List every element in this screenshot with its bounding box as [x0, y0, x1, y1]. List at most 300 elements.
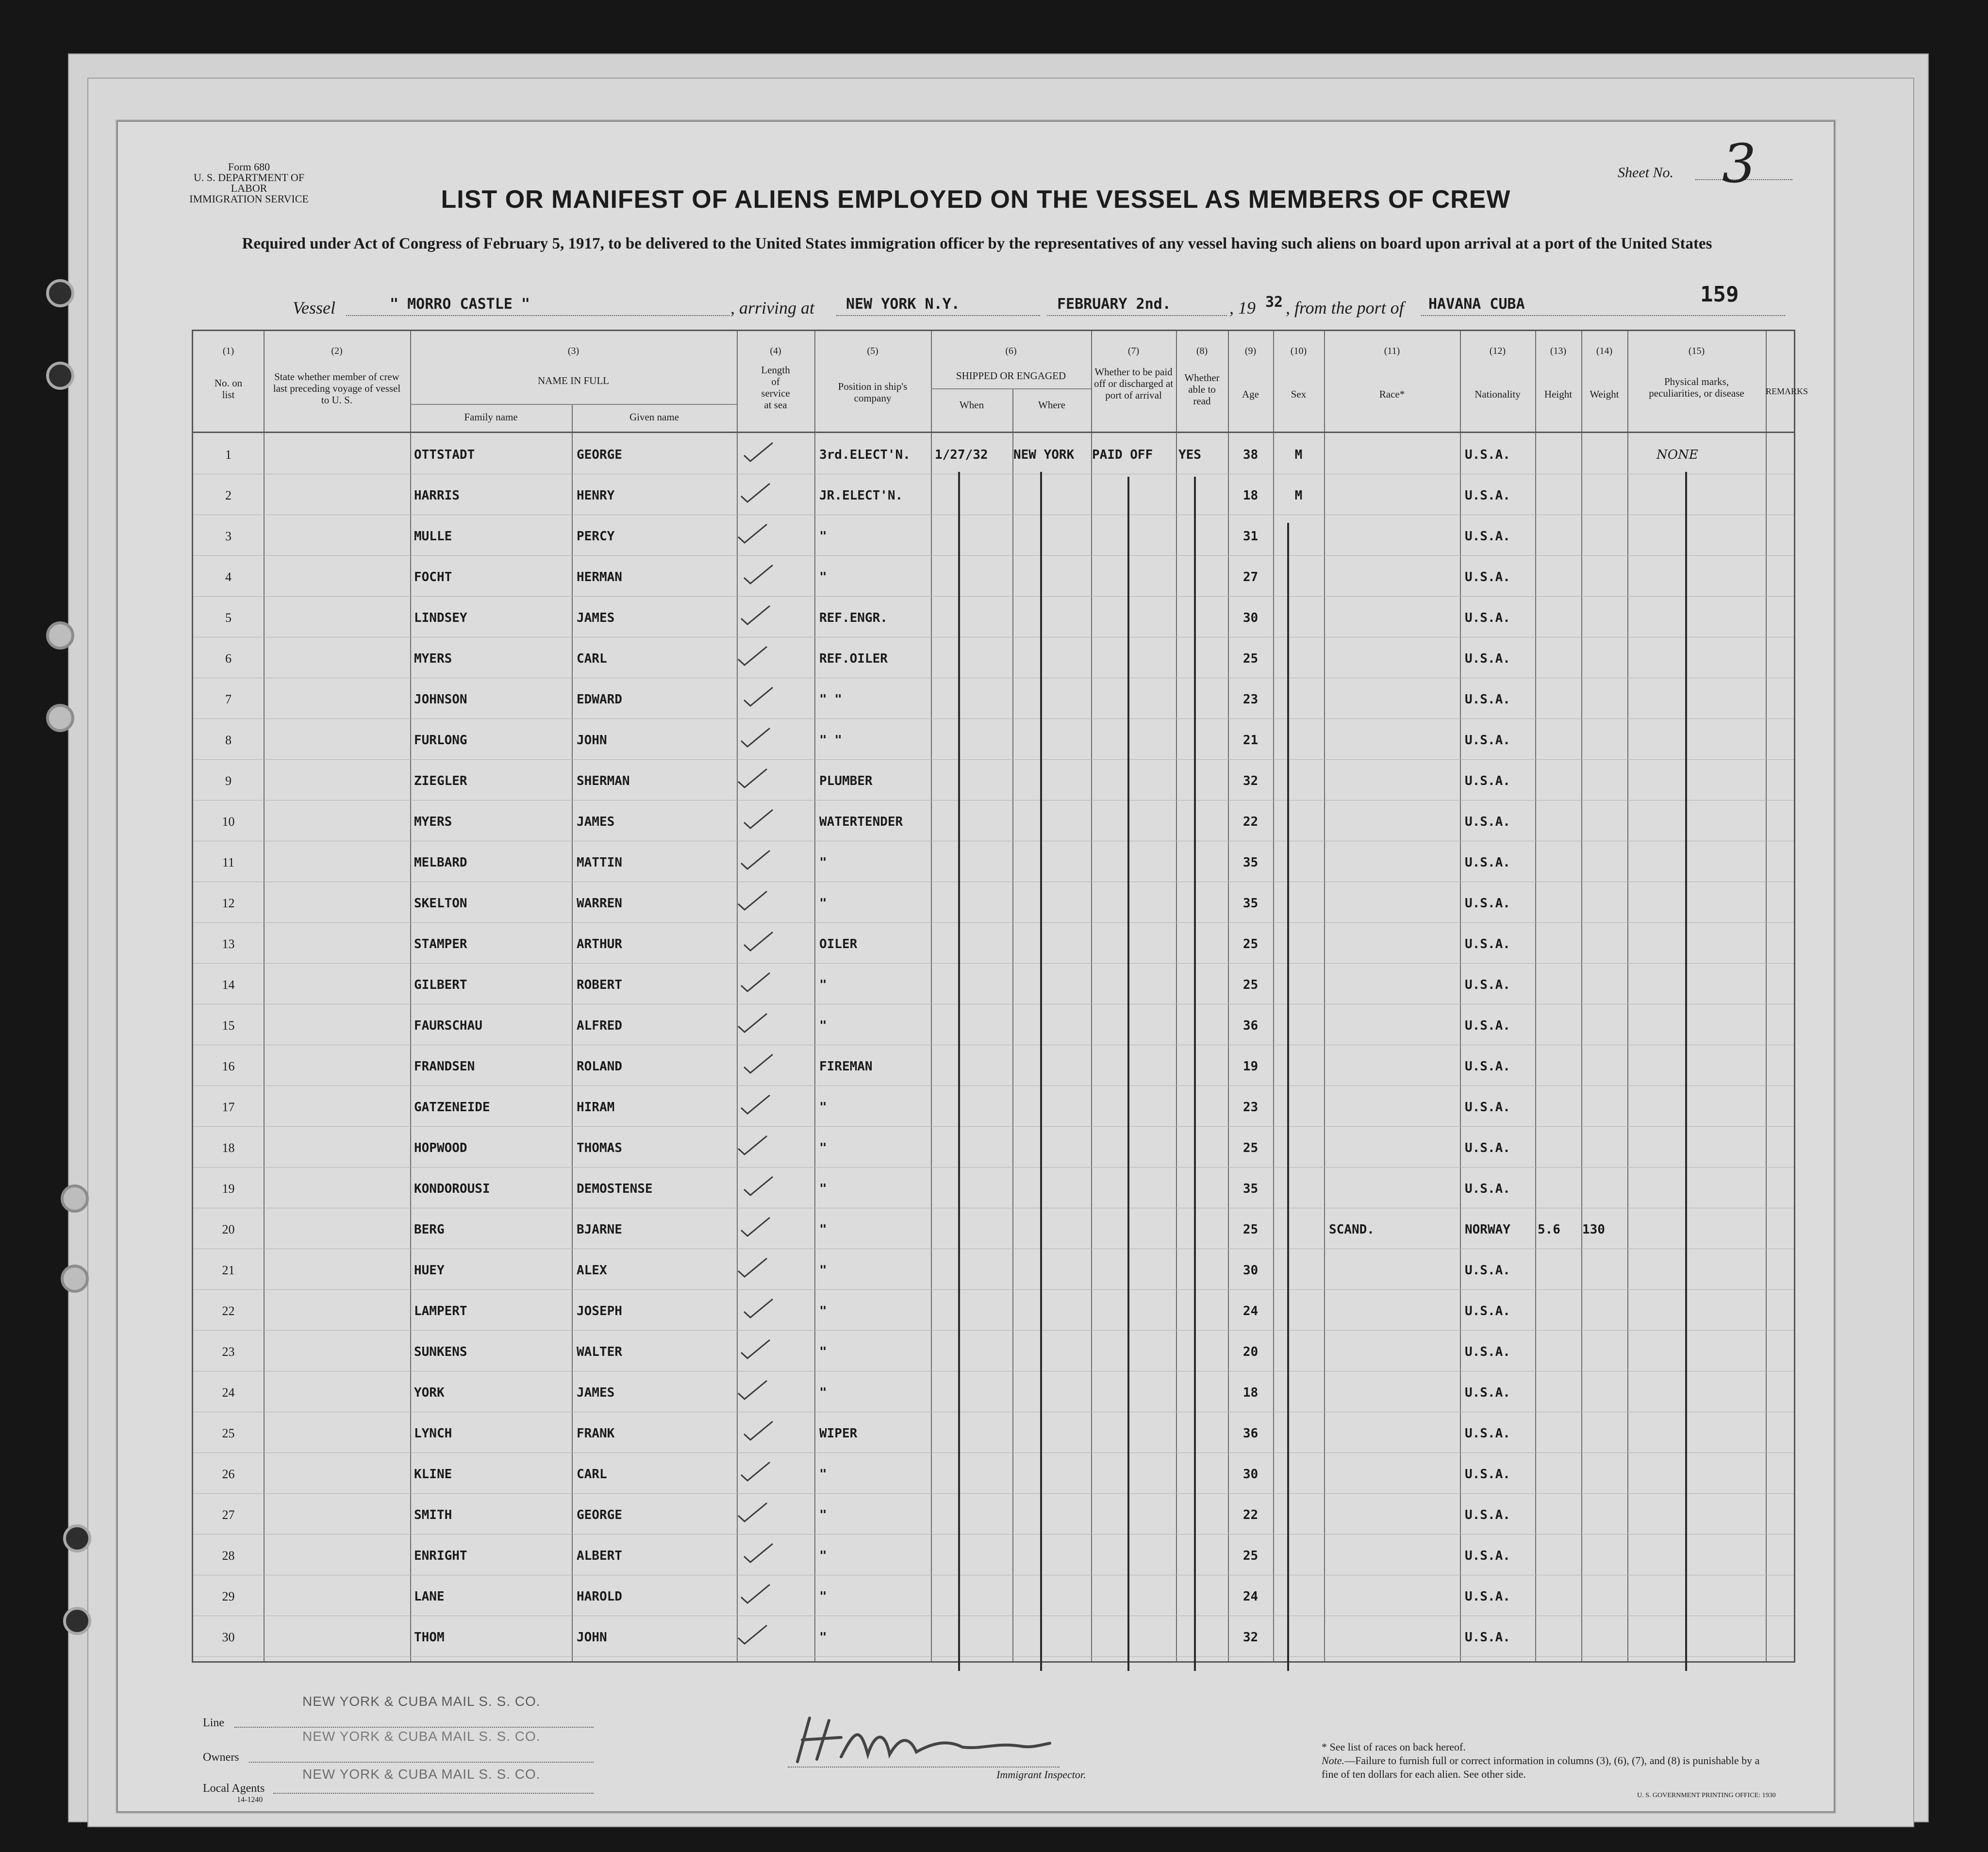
- cell-age: 35: [1242, 1182, 1259, 1196]
- cell-height: 5.6: [1538, 1222, 1560, 1237]
- check-mark-icon: [739, 603, 773, 627]
- cell-given: SHERMAN: [577, 774, 630, 788]
- check-mark-icon: [736, 1378, 770, 1402]
- col-number: (4): [770, 346, 781, 356]
- cell-given: ALEX: [577, 1263, 607, 1278]
- cell-family: SUNKENS: [414, 1345, 467, 1359]
- cell-nat: U.S.A.: [1465, 733, 1510, 748]
- cell-position: ": [819, 1630, 827, 1645]
- cell-family: MYERS: [414, 651, 452, 666]
- note-text: —Failure to furnish full or correct information in columns (3), (6), (7), and (8) is punishable by a fine of ten dollars for each alien. See other side.: [1322, 1754, 1760, 1780]
- cell-nat: U.S.A.: [1465, 1630, 1510, 1645]
- col-number: (13): [1550, 346, 1567, 356]
- cell-nat: U.S.A.: [1465, 448, 1510, 462]
- arriving-label: , arriving at: [730, 298, 815, 317]
- check-mark-icon: [742, 1174, 776, 1198]
- row-rule: [193, 555, 1794, 556]
- header-able-read: Whether able to read: [1184, 372, 1220, 407]
- row-rule: [193, 1126, 1794, 1127]
- sheet-number: 3: [1722, 133, 1756, 195]
- header-state-whether: State whether member of crew last preceding voyage of vessel to U. S.: [273, 371, 401, 406]
- cell-position: ": [819, 1345, 827, 1359]
- cell-given: WARREN: [577, 896, 622, 911]
- cell-nat: U.S.A.: [1465, 1508, 1510, 1522]
- owners-value: NEW YORK & CUBA MAIL S. S. CO.: [302, 1729, 541, 1744]
- crew-table: [192, 330, 1808, 1663]
- row-rule: [193, 1330, 1794, 1331]
- row-rule: [193, 596, 1794, 597]
- cell-position: ": [819, 1222, 827, 1237]
- cell-age: 21: [1242, 733, 1259, 748]
- department-name: U. S. DEPARTMENT OF LABOR: [194, 171, 304, 194]
- vessel-label: Vessel: [293, 298, 335, 317]
- date-line: [1047, 315, 1227, 316]
- cell-nat: U.S.A.: [1465, 896, 1510, 911]
- cell-age: 23: [1242, 692, 1259, 707]
- cell-given: CARL: [577, 1467, 607, 1482]
- header-remarks: REMARKS: [1766, 386, 1808, 396]
- cell-given: HAROLD: [577, 1589, 622, 1604]
- cell-family: FOCHT: [414, 570, 452, 584]
- cell-nat: U.S.A.: [1465, 815, 1510, 829]
- cell-nat: U.S.A.: [1465, 529, 1510, 544]
- cell-position: ": [819, 1141, 827, 1155]
- cell-family: SKELTON: [414, 896, 467, 911]
- check-mark-icon: [742, 440, 776, 464]
- cell-age: 20: [1242, 1345, 1259, 1359]
- header-position: Position in ship's company: [838, 381, 908, 404]
- cell-position: ": [819, 529, 827, 544]
- check-mark-icon: [736, 766, 770, 790]
- crew-rows: [193, 331, 1808, 1661]
- cell-position: OILER: [819, 937, 858, 951]
- cell-n: 11: [222, 855, 235, 869]
- cell-position: JR.ELECT'N.: [819, 488, 903, 503]
- cell-position: ": [819, 1263, 827, 1278]
- cell-age: 22: [1242, 1508, 1259, 1522]
- line-field: [234, 1727, 594, 1728]
- header-family-name: Family name: [464, 411, 518, 423]
- cell-age: 25: [1242, 1549, 1259, 1563]
- line-value: NEW YORK & CUBA MAIL S. S. CO.: [302, 1694, 541, 1709]
- row-rule: [193, 1167, 1794, 1168]
- cell-n: 2: [225, 488, 232, 502]
- cell-position: ": [819, 855, 827, 870]
- cell-nat: U.S.A.: [1465, 692, 1510, 707]
- cell-given: JOSEPH: [577, 1304, 622, 1318]
- cell-nat: U.S.A.: [1465, 855, 1510, 870]
- cell-age: 32: [1242, 774, 1259, 788]
- cell-position: REF.OILER: [819, 651, 888, 666]
- cell-nat: U.S.A.: [1465, 978, 1510, 992]
- cell-sex: M: [1294, 488, 1303, 503]
- agents-value: NEW YORK & CUBA MAIL S. S. CO.: [302, 1767, 541, 1782]
- cell-family: LINDSEY: [414, 611, 467, 625]
- cell-n: 10: [222, 815, 235, 829]
- cell-family: MYERS: [414, 815, 452, 829]
- cell-age: 31: [1242, 529, 1259, 544]
- cell-nat: U.S.A.: [1465, 1385, 1510, 1400]
- cell-position: 3rd.ELECT'N.: [819, 448, 911, 462]
- cell-position: ": [819, 1549, 827, 1563]
- cell-given: HERMAN: [577, 570, 622, 584]
- cell-age: 25: [1242, 651, 1259, 666]
- cell-position: ": [819, 1182, 827, 1196]
- check-mark-icon: [742, 929, 776, 953]
- cell-position: " ": [819, 692, 842, 707]
- cell-nat: U.S.A.: [1465, 1426, 1510, 1441]
- cell-family: FURLONG: [414, 733, 467, 748]
- year-prefix: , 19: [1229, 298, 1256, 317]
- cell-age: 30: [1242, 611, 1259, 625]
- cell-paid: PAID OFF: [1092, 448, 1153, 462]
- ditto-stroke: [1194, 477, 1196, 1671]
- check-mark-icon: [742, 1541, 776, 1565]
- col-number: (6): [1005, 346, 1017, 356]
- cell-nat: U.S.A.: [1465, 1141, 1510, 1155]
- cell-given: JAMES: [577, 1385, 615, 1400]
- cell-n: 29: [222, 1589, 235, 1603]
- cell-nat: U.S.A.: [1465, 1100, 1510, 1115]
- cell-n: 9: [225, 774, 232, 788]
- page-number: 159: [1700, 282, 1739, 307]
- cell-nat: U.S.A.: [1465, 1018, 1510, 1033]
- cell-position: PLUMBER: [819, 774, 873, 788]
- cell-family: YORK: [414, 1385, 445, 1400]
- cell-n: 8: [225, 733, 232, 747]
- cell-nat: U.S.A.: [1465, 1182, 1510, 1196]
- cell-age: 18: [1242, 1385, 1259, 1400]
- cell-age: 35: [1242, 896, 1259, 911]
- cell-n: 22: [222, 1304, 235, 1318]
- cell-age: 36: [1242, 1426, 1259, 1441]
- cell-position: WATERTENDER: [819, 815, 903, 829]
- cell-given: JAMES: [577, 815, 615, 829]
- check-mark-icon: [736, 888, 770, 913]
- row-rule: [193, 1289, 1794, 1290]
- arriving-line: [836, 315, 1040, 316]
- cell-given: HIRAM: [577, 1100, 615, 1115]
- ditto-stroke: [1685, 472, 1687, 1671]
- col-number: (2): [331, 346, 343, 356]
- cell-family: STAMPER: [414, 937, 467, 951]
- cell-nat: U.S.A.: [1465, 937, 1510, 951]
- col-number: (9): [1244, 346, 1257, 356]
- cell-position: WIPER: [819, 1426, 858, 1441]
- ditto-stroke: [1287, 523, 1289, 1671]
- check-mark-icon: [739, 848, 773, 872]
- cell-age: 24: [1242, 1304, 1259, 1318]
- cell-position: ": [819, 1508, 827, 1522]
- cell-given: PERCY: [577, 529, 615, 544]
- cell-age: 25: [1242, 1141, 1259, 1155]
- cell-family: JOHNSON: [414, 692, 467, 707]
- cell-family: FRANDSEN: [414, 1059, 475, 1074]
- cell-given: ALFRED: [577, 1018, 622, 1033]
- header-sex: Sex: [1291, 388, 1307, 400]
- header-given-name: Given name: [629, 411, 679, 423]
- vessel-line: [346, 315, 729, 316]
- cell-age: 25: [1242, 937, 1259, 951]
- cell-n: 24: [222, 1385, 235, 1400]
- cell-n: 14: [222, 978, 235, 992]
- cell-family: THOM: [414, 1630, 445, 1645]
- binder-hole: [46, 621, 74, 650]
- cell-family: OTTSTADT: [414, 448, 475, 462]
- cell-family: ENRIGHT: [414, 1549, 467, 1563]
- ditto-stroke: [1127, 477, 1129, 1671]
- check-mark-icon: [739, 1215, 773, 1239]
- check-mark-icon: [739, 970, 773, 994]
- cell-age: 22: [1242, 815, 1259, 829]
- cell-position: FIREMAN: [819, 1059, 873, 1074]
- cell-age: 24: [1242, 1589, 1259, 1604]
- cell-family: GILBERT: [414, 978, 467, 992]
- agents-form-code: 14-1240: [237, 1796, 263, 1804]
- check-mark-icon: [742, 1418, 776, 1443]
- cell-position: ": [819, 1018, 827, 1033]
- manifest-sheet: [116, 120, 1835, 1813]
- check-mark-icon: [739, 481, 773, 505]
- inspector-line: [788, 1767, 1060, 1768]
- cell-n: 12: [222, 896, 235, 910]
- cell-given: ROBERT: [577, 978, 622, 992]
- from-port-line: [1421, 315, 1785, 316]
- note-label: Note.: [1322, 1754, 1345, 1767]
- form-number: Form 680: [228, 161, 270, 173]
- cell-nat: U.S.A.: [1465, 1263, 1510, 1278]
- cell-n: 3: [225, 529, 232, 543]
- cell-nat: U.S.A.: [1465, 570, 1510, 584]
- header-no-on-list: No. on list: [214, 377, 243, 400]
- cell-given: ROLAND: [577, 1059, 622, 1074]
- cell-position: " ": [819, 733, 842, 748]
- cell-position: ": [819, 1304, 827, 1318]
- cell-age: 32: [1242, 1630, 1259, 1645]
- header-length-service: Length of service at sea: [761, 364, 790, 411]
- cell-position: ": [819, 896, 827, 911]
- cell-read: YES: [1178, 448, 1201, 462]
- cell-given: EDWARD: [577, 692, 622, 707]
- race-note: * See list of races on back hereof.: [1322, 1741, 1466, 1753]
- cell-family: SMITH: [414, 1508, 452, 1522]
- cell-n: 4: [225, 570, 232, 584]
- cell-family: ZIEGLER: [414, 774, 467, 788]
- cell-age: 19: [1242, 1059, 1259, 1074]
- cell-n: 23: [222, 1345, 235, 1359]
- cell-nat: U.S.A.: [1465, 1059, 1510, 1074]
- cell-position: ": [819, 1589, 827, 1604]
- cell-position: ": [819, 1467, 827, 1482]
- col-number: (1): [222, 346, 234, 356]
- cell-where: NEW YORK: [1013, 448, 1075, 462]
- check-mark-icon: [736, 1500, 770, 1524]
- cell-family: LANE: [414, 1589, 445, 1604]
- year-value: 32: [1265, 294, 1283, 311]
- cell-position: ": [819, 570, 827, 584]
- cell-race: SCAND.: [1329, 1222, 1375, 1237]
- fine-note: [1322, 1754, 1773, 1781]
- cell-n: 30: [222, 1630, 235, 1644]
- row-rule: [193, 759, 1794, 760]
- col-number: (12): [1489, 346, 1506, 356]
- check-mark-icon: [739, 1582, 773, 1606]
- cell-n: 20: [222, 1222, 235, 1236]
- binder-hole: [61, 1185, 89, 1213]
- header-race: Race*: [1379, 388, 1405, 400]
- cell-given: JOHN: [577, 733, 607, 748]
- cell-nat: U.S.A.: [1465, 774, 1510, 788]
- printing-office: U. S. GOVERNMENT PRINTING OFFICE: 1930: [1637, 1792, 1776, 1799]
- check-mark-icon: [736, 1133, 770, 1157]
- cell-age: 23: [1242, 1100, 1259, 1115]
- row-rule: [193, 1534, 1794, 1535]
- cell-nat: U.S.A.: [1465, 1589, 1510, 1604]
- cell-given: BJARNE: [577, 1222, 622, 1237]
- cell-weight: 130: [1582, 1222, 1605, 1237]
- check-mark-icon: [736, 1622, 770, 1647]
- cell-n: 27: [222, 1508, 235, 1522]
- page-title: LIST OR MANIFEST OF ALIENS EMPLOYED ON THE VESSEL AS MEMBERS OF CREW: [441, 185, 1511, 214]
- cell-n: 18: [222, 1141, 235, 1155]
- header-paid-off: Whether to be paid off or discharged at port of arrival: [1093, 366, 1174, 401]
- check-mark-icon: [736, 1255, 770, 1280]
- cell-nat: NORWAY: [1465, 1222, 1510, 1237]
- check-mark-icon: [736, 1011, 770, 1035]
- cell-family: KLINE: [414, 1467, 452, 1482]
- check-mark-icon: [742, 562, 776, 586]
- binder-hole: [63, 1607, 91, 1635]
- row-rule: [193, 963, 1794, 964]
- owners-field: [249, 1762, 594, 1763]
- col-number: (8): [1196, 346, 1208, 356]
- cell-nat: U.S.A.: [1465, 1467, 1510, 1482]
- check-mark-icon: [739, 725, 773, 750]
- cell-given: GEORGE: [577, 448, 622, 462]
- cell-n: 13: [222, 937, 235, 951]
- check-mark-icon: [742, 807, 776, 831]
- vessel-name: " MORRO CASTLE ": [390, 296, 530, 313]
- owners-label: Owners: [203, 1751, 239, 1764]
- cell-age: 30: [1242, 1467, 1259, 1482]
- cell-n: 6: [225, 651, 232, 666]
- binder-hole: [46, 704, 74, 732]
- inspector-label: Immigrant Inspector.: [996, 1769, 1086, 1781]
- cell-age: 27: [1242, 570, 1259, 584]
- row-rule: [193, 718, 1794, 719]
- row-rule: [193, 1452, 1794, 1453]
- form-subtitle: Required under Act of Congress of February 5, 1917, to be delivered to the United States immigration officer by the representatives of any vessel having such aliens on board upon arrival at a port of the United States: [242, 235, 1712, 252]
- cell-position: ": [819, 1385, 827, 1400]
- cell-nat: U.S.A.: [1465, 1549, 1510, 1563]
- col-number: (14): [1596, 346, 1613, 356]
- ditto-stroke: [958, 472, 960, 1671]
- col-number: (15): [1688, 346, 1705, 356]
- cell-phys: NONE: [1657, 448, 1698, 462]
- binder-hole: [46, 362, 74, 390]
- cell-nat: U.S.A.: [1465, 1304, 1510, 1318]
- cell-family: MELBARD: [414, 855, 467, 870]
- cell-given: GEORGE: [577, 1508, 622, 1522]
- cell-nat: U.S.A.: [1465, 651, 1510, 666]
- cell-family: HUEY: [414, 1263, 445, 1278]
- binder-hole: [61, 1265, 89, 1293]
- line-label: Line: [203, 1717, 224, 1729]
- cell-given: THOMAS: [577, 1141, 622, 1155]
- cell-given: JOHN: [577, 1630, 607, 1645]
- binder-hole: [63, 1524, 91, 1552]
- cell-given: MATTIN: [577, 855, 622, 870]
- cell-n: 19: [222, 1182, 235, 1196]
- check-mark-icon: [736, 521, 770, 546]
- cell-n: 15: [222, 1018, 235, 1033]
- cell-family: GATZENEIDE: [414, 1100, 490, 1115]
- check-mark-icon: [736, 644, 770, 668]
- header-shipped-engaged: SHIPPED OR ENGAGED: [956, 370, 1066, 382]
- cell-given: FRANK: [577, 1426, 615, 1441]
- from-port-label: , from the port of: [1286, 298, 1404, 317]
- check-mark-icon: [739, 1459, 773, 1484]
- header-when: When: [959, 399, 984, 411]
- departure-port: HAVANA CUBA: [1428, 296, 1525, 313]
- cell-n: 21: [222, 1263, 235, 1277]
- cell-age: 25: [1242, 1222, 1259, 1237]
- agents-label: Local Agents: [203, 1782, 265, 1795]
- col-number: (11): [1384, 346, 1400, 356]
- cell-n: 7: [225, 692, 232, 706]
- cell-when: 1/27/32: [935, 448, 988, 462]
- check-mark-icon: [739, 1092, 773, 1117]
- header-name-in-full: NAME IN FULL: [538, 375, 609, 386]
- cell-age: 35: [1242, 855, 1259, 870]
- row-rule: [193, 1493, 1794, 1494]
- cell-nat: U.S.A.: [1465, 1345, 1510, 1359]
- arrival-port: NEW YORK N.Y.: [846, 296, 960, 313]
- cell-n: 17: [222, 1100, 235, 1114]
- cell-given: WALTER: [577, 1345, 622, 1359]
- row-rule: [193, 922, 1794, 923]
- cell-nat: U.S.A.: [1465, 611, 1510, 625]
- header-nationality: Nationality: [1474, 388, 1521, 400]
- cell-n: 28: [222, 1549, 235, 1563]
- cell-family: FAURSCHAU: [414, 1018, 482, 1033]
- header-where: Where: [1038, 399, 1065, 411]
- cell-given: ALBERT: [577, 1549, 622, 1563]
- cell-n: 26: [222, 1467, 235, 1481]
- cell-family: KONDOROUSI: [414, 1182, 490, 1196]
- check-mark-icon: [742, 684, 776, 709]
- cell-n: 16: [222, 1059, 235, 1073]
- cell-age: 36: [1242, 1018, 1259, 1033]
- header-age: Age: [1242, 388, 1259, 400]
- row-rule: [193, 800, 1794, 801]
- binder-hole: [46, 279, 74, 307]
- cell-age: 38: [1242, 448, 1259, 462]
- cell-sex: M: [1294, 448, 1303, 462]
- cell-family: LYNCH: [414, 1426, 452, 1441]
- ditto-stroke: [1040, 472, 1042, 1671]
- cell-n: 25: [222, 1426, 235, 1440]
- col-number: (10): [1290, 346, 1307, 356]
- col-number: (7): [1127, 346, 1140, 356]
- inspector-signature: [788, 1708, 1060, 1771]
- cell-family: LAMPERT: [414, 1304, 467, 1318]
- agents-field: [273, 1793, 594, 1794]
- row-rule: [193, 1656, 1794, 1657]
- header-height: Height: [1544, 388, 1573, 400]
- cell-position: ": [819, 978, 827, 992]
- service-name: IMMIGRATION SERVICE: [189, 193, 309, 205]
